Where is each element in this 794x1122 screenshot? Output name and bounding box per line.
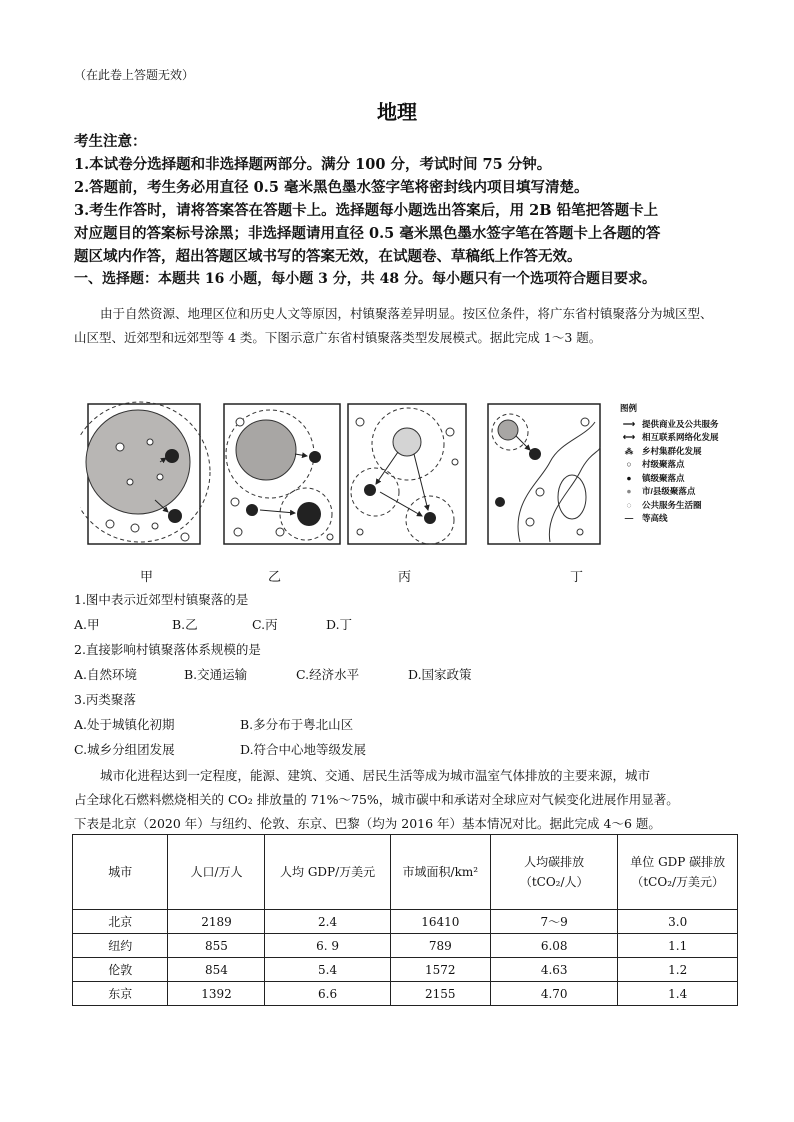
legend-item: 相互联系网络化发展: [642, 432, 719, 442]
section-heading: 一、选择题：本题共 16 小题，每小题 3 分，共 48 分。每小题只有一个选项符合题目要求。: [74, 271, 656, 287]
caption-ding: 丁: [570, 570, 584, 585]
question-1: 1.图中表示近郊型村镇聚落的是: [74, 592, 249, 607]
village-dot-icon: ○: [626, 459, 632, 469]
table-row: [73, 910, 738, 934]
col-gdp-per-capita: 人均 GDP/万美元: [265, 835, 390, 910]
q2-option-c: C.经济水平: [296, 667, 360, 682]
cell: 1392: [168, 982, 265, 1006]
instruction-2: 2.答题前，考生务必用直径 0.5 毫米黑色墨水签字笔将密封线内项目填写清楚。: [74, 179, 589, 196]
legend-item: 市/县级聚落点: [642, 486, 696, 496]
legend-item: 乡村集群化发展: [642, 445, 702, 456]
cell: 北京: [73, 910, 168, 934]
table-row: [73, 958, 738, 982]
panel-yi: [224, 404, 340, 544]
question-3: 3.丙类聚落: [74, 692, 136, 707]
col-city: 城市: [73, 835, 168, 910]
q1-option-a: A.甲: [74, 617, 100, 632]
table-row: [73, 982, 738, 1006]
instruction-1: 1.本试卷分选择题和非选择题两部分。满分 100 分，考试时间 75 分钟。: [74, 156, 552, 173]
instructions: [74, 130, 724, 291]
legend-item: 村级聚落点: [642, 459, 685, 469]
panel-bing: [348, 404, 466, 544]
q1-option-d: D.丁: [326, 617, 353, 632]
cell: 3.0: [618, 910, 738, 934]
cell: 伦敦: [73, 958, 168, 982]
table-header-row: [73, 835, 738, 910]
cell: 东京: [73, 982, 168, 1006]
q1-option-c: C.丙: [252, 617, 278, 632]
cell: 1.4: [618, 982, 738, 1006]
cell: 1572: [390, 958, 490, 982]
exam-note: （在此卷上答题无效）: [74, 68, 195, 82]
question-2: 2.直接影响村镇聚落体系规模的是: [74, 642, 261, 657]
q2-option-b: B.交通运输: [184, 667, 248, 682]
panel-jia: [80, 402, 210, 544]
passage-2-line-3: 下表是北京（2020 年）与纽约、伦敦、东京、巴黎（均为 2016 年）基本情况对比。据此完成 4～6 题。: [74, 816, 661, 831]
q3-option-d: D.符合中心地等级发展: [240, 742, 367, 757]
contour-line-icon: —: [624, 513, 634, 523]
q3-option-a: A.处于城镇化初期: [74, 717, 175, 732]
legend-title-text: 图例: [620, 403, 638, 413]
legend-item: 镇级聚落点: [642, 472, 685, 483]
city-dot-icon: ●: [626, 486, 632, 496]
passage-2-line-2: 占全球化石燃料燃烧相关的 CO₂ 排放量的 71%～75%，城市碳中和承诺对全球应对气候变化进展作用显著。: [74, 792, 679, 807]
cell: 1.1: [618, 934, 738, 958]
legend-item: 提供商业及公共服务: [642, 418, 719, 429]
panel-ding: [488, 404, 600, 544]
service-circle-icon: ◌: [626, 499, 632, 510]
passage-2: [74, 764, 724, 836]
col-population: 人口/万人: [168, 835, 265, 910]
cell: 2189: [168, 910, 265, 934]
caption-yi: 乙: [268, 570, 282, 585]
cluster-icon: ⁂: [624, 445, 634, 456]
passage-1: [74, 302, 724, 350]
col-carbon-per-gdp: 单位 GDP 碳排放（tCO₂/万美元）: [618, 835, 738, 910]
q3-option-b: B.多分布于粤北山区: [240, 717, 354, 732]
cell: 7～9: [490, 910, 618, 934]
table-row: [73, 934, 738, 958]
cell: 789: [390, 934, 490, 958]
cell: 4.70: [490, 982, 618, 1006]
q3-option-c: C.城乡分组团发展: [74, 742, 175, 757]
instructions-heading: 考生注意：: [74, 133, 147, 150]
settlement-figure: [80, 392, 620, 562]
q2-option-d: D.国家政策: [408, 667, 472, 682]
instruction-3c: 题区域内作答，超出答题区域书写的答案无效，在试题卷、草稿纸上作答无效。: [74, 248, 582, 265]
cell: 纽约: [73, 934, 168, 958]
passage-1-text: 由于自然资源、地理区位和历史人文等原因，村镇聚落差异明显。按区位条件，将广东省村镇聚落分为城区型、山区型、近郊型和远郊型等 4 类。下图示意广东省村镇聚落类型发展模式。据此完成 1～3 题。: [74, 306, 713, 345]
arrow-icon: ⟶: [622, 418, 636, 429]
cell: 6. 9: [265, 934, 390, 958]
caption-jia: 甲: [140, 570, 154, 585]
caption-bing: 丙: [398, 570, 412, 585]
instruction-3b: 对应题目的答案标号涂黑；非选择题请用直径 0.5 毫米黑色墨水签字笔在答题卡上各题的答: [74, 225, 661, 242]
legend-list: [620, 402, 719, 526]
cell: 855: [168, 934, 265, 958]
q2-option-a: A.自然环境: [74, 667, 138, 682]
town-dot-icon: ●: [626, 472, 632, 483]
cell: 1.2: [618, 958, 738, 982]
cell: 16410: [390, 910, 490, 934]
col-carbon-per-capita: 人均碳排放（tCO₂/人）: [490, 835, 618, 910]
legend-item: 公共服务生活圈: [642, 499, 702, 510]
double-arrow-icon: ⟷: [622, 432, 636, 442]
cell: 2155: [390, 982, 490, 1006]
city-comparison-table: [72, 834, 738, 1006]
cell: 6.6: [265, 982, 390, 1006]
q1-option-b: B.乙: [172, 617, 198, 632]
instruction-3a: 3.考生作答时，请将答案答在答题卡上。选择题每小题选出答案后，用 2B 铅笔把答题卡上: [74, 202, 659, 219]
cell: 854: [168, 958, 265, 982]
cell: 6.08: [490, 934, 618, 958]
cell: 4.63: [490, 958, 618, 982]
cell: 2.4: [265, 910, 390, 934]
legend-item: 等高线: [642, 513, 668, 523]
exam-title: 地理: [377, 100, 417, 124]
col-area: 市域面积/km²: [390, 835, 490, 910]
cell: 5.4: [265, 958, 390, 982]
passage-2-line-1: 城市化进程达到一定程度，能源、建筑、交通、居民生活等成为城市温室气体排放的主要来源，城市: [100, 768, 651, 783]
